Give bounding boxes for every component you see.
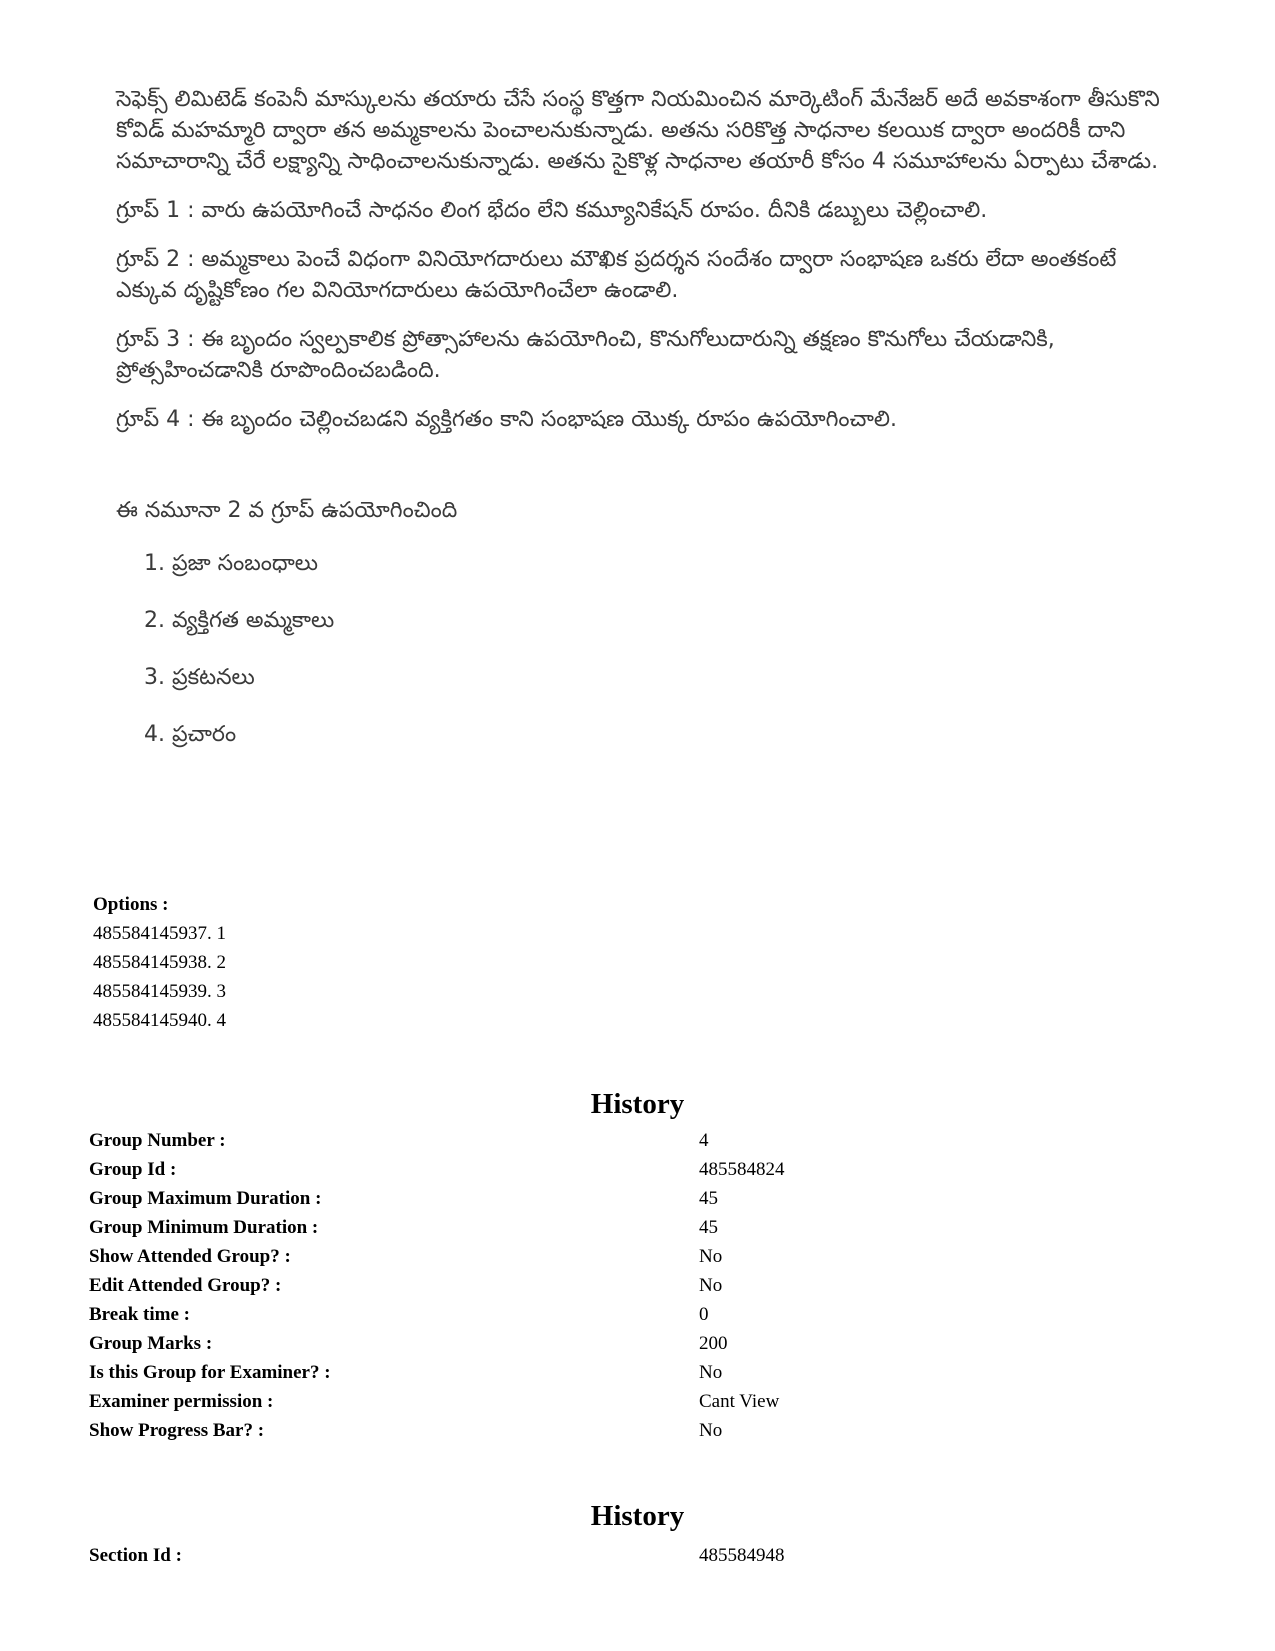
- option-item: 485584145939. 3: [93, 981, 226, 1002]
- detail-key: Section Id :: [89, 1545, 182, 1566]
- detail-key: Examiner permission :: [89, 1391, 274, 1412]
- detail-row: [89, 1213, 1189, 1242]
- detail-row: [89, 1387, 1189, 1416]
- detail-value: No: [699, 1420, 723, 1441]
- group-1-text: గ్రూప్ 1 : వారు ఉపయోగించే సాధనం లింగ భేదం లేని కమ్యూనికేషన్ రూపం. దీనికి డబ్బులు చెల్లించాలి.: [116, 198, 988, 223]
- detail-key: Is this Group for Examiner? :: [89, 1362, 331, 1383]
- choice-item: 4. ప్రచారం: [144, 722, 237, 747]
- choice-item: 3. ప్రకటనలు: [144, 665, 255, 690]
- detail-row: [89, 1358, 1189, 1387]
- detail-row: [89, 1416, 1189, 1445]
- detail-value: 485584948: [699, 1545, 785, 1566]
- detail-row: [89, 1184, 1189, 1213]
- detail-value: No: [699, 1362, 723, 1383]
- question-image-text: [116, 84, 1176, 776]
- detail-row: [89, 1271, 1189, 1300]
- detail-value: Cant View: [699, 1391, 780, 1412]
- detail-key: Group Marks :: [89, 1333, 213, 1354]
- detail-key: Show Attended Group? :: [89, 1246, 291, 1267]
- detail-row: [89, 1126, 1189, 1155]
- choice-item: 2. వ్యక్తిగత అమ్మకాలు: [144, 608, 335, 633]
- group-4-text: గ్రూప్ 4 : ఈ బృందం చెల్లించబడని వ్యక్తిగతం కాని సంభాషణ యొక్క రూపం ఉపయోగించాలి.: [116, 407, 897, 432]
- section-heading: History: [590, 1500, 685, 1532]
- detail-key: Group Number :: [89, 1130, 226, 1151]
- detail-value: No: [699, 1275, 723, 1296]
- detail-row: [89, 1329, 1189, 1358]
- detail-key: Edit Attended Group? :: [89, 1275, 282, 1296]
- detail-row: [89, 1541, 1189, 1570]
- detail-value: 485584824: [699, 1159, 785, 1180]
- options-block: [93, 890, 226, 1035]
- detail-row: [89, 1155, 1189, 1184]
- section-details-table: [89, 1541, 1189, 1570]
- detail-key: Break time :: [89, 1304, 190, 1325]
- question-prompt: ఈ నమూనా 2 వ గ్రూప్ ఉపయోగించింది: [116, 498, 458, 523]
- detail-row: [89, 1242, 1189, 1271]
- detail-key: Group Id :: [89, 1159, 177, 1180]
- detail-value: 45: [699, 1188, 718, 1209]
- group-3-text: గ్రూప్ 3 : ఈ బృందం స్వల్పకాలిక ప్రోత్సాహాలను ఉపయోగించి, కొనుగోలుదారున్ని తక్షణం కొనుగోలు చేయడానికి, ప్రోత్సహించడానికి రూపొందించబడింది.: [116, 327, 1055, 383]
- detail-value: 200: [699, 1333, 728, 1354]
- group-details-table: [89, 1126, 1189, 1445]
- choice-list: [116, 548, 1176, 749]
- choice-item: 1. ప్రజా సంబంధాలు: [144, 551, 318, 576]
- detail-value: No: [699, 1246, 723, 1267]
- section-heading: History: [590, 1088, 685, 1120]
- detail-value: 4: [699, 1130, 709, 1151]
- question-paragraph: సెఫెక్స్ లిమిటెడ్ కంపెనీ మాస్కులను తయారు చేసే సంస్థ కొత్తగా నియమించిన మార్కెటింగ్ మేనేజర్ అదే అవకాశంగా తీసుకొని కోవిడ్ మహమ్మారి ద్వారా తన అమ్మకాలను పెంచాలనుకున్నాడు. అతను సరికొత్త సాధనాల కలయిక ద్వారా అందరికీ దాని సమాచారాన్ని చేరే లక్ష్యాన్ని సాధించాలనుకున్నాడు. అతను సైకొళ్ల సాధనాల తయారీ కోసం 4 సమూహాలను ఏర్పాటు చేశాడు.: [116, 87, 1160, 174]
- detail-key: Group Minimum Duration :: [89, 1217, 319, 1238]
- option-item: 485584145938. 2: [93, 952, 226, 973]
- option-item: 485584145940. 4: [93, 1010, 226, 1031]
- option-item: 485584145937. 1: [93, 923, 226, 944]
- detail-key: Show Progress Bar? :: [89, 1420, 265, 1441]
- detail-row: [89, 1300, 1189, 1329]
- group-2-text: గ్రూప్ 2 : అమ్మకాలు పెంచే విధంగా వినియోగదారులు మౌఖిక ప్రదర్శన సందేశం ద్వారా సంభాషణ ఒకరు లేదా అంతకంటే ఎక్కువ దృష్టికోణం గల వినియోగదారులు ఉపయోగించేలా ఉండాలి.: [116, 247, 1117, 303]
- options-label: Options :: [93, 894, 169, 915]
- detail-value: 0: [699, 1304, 709, 1325]
- detail-key: Group Maximum Duration :: [89, 1188, 322, 1209]
- detail-value: 45: [699, 1217, 718, 1238]
